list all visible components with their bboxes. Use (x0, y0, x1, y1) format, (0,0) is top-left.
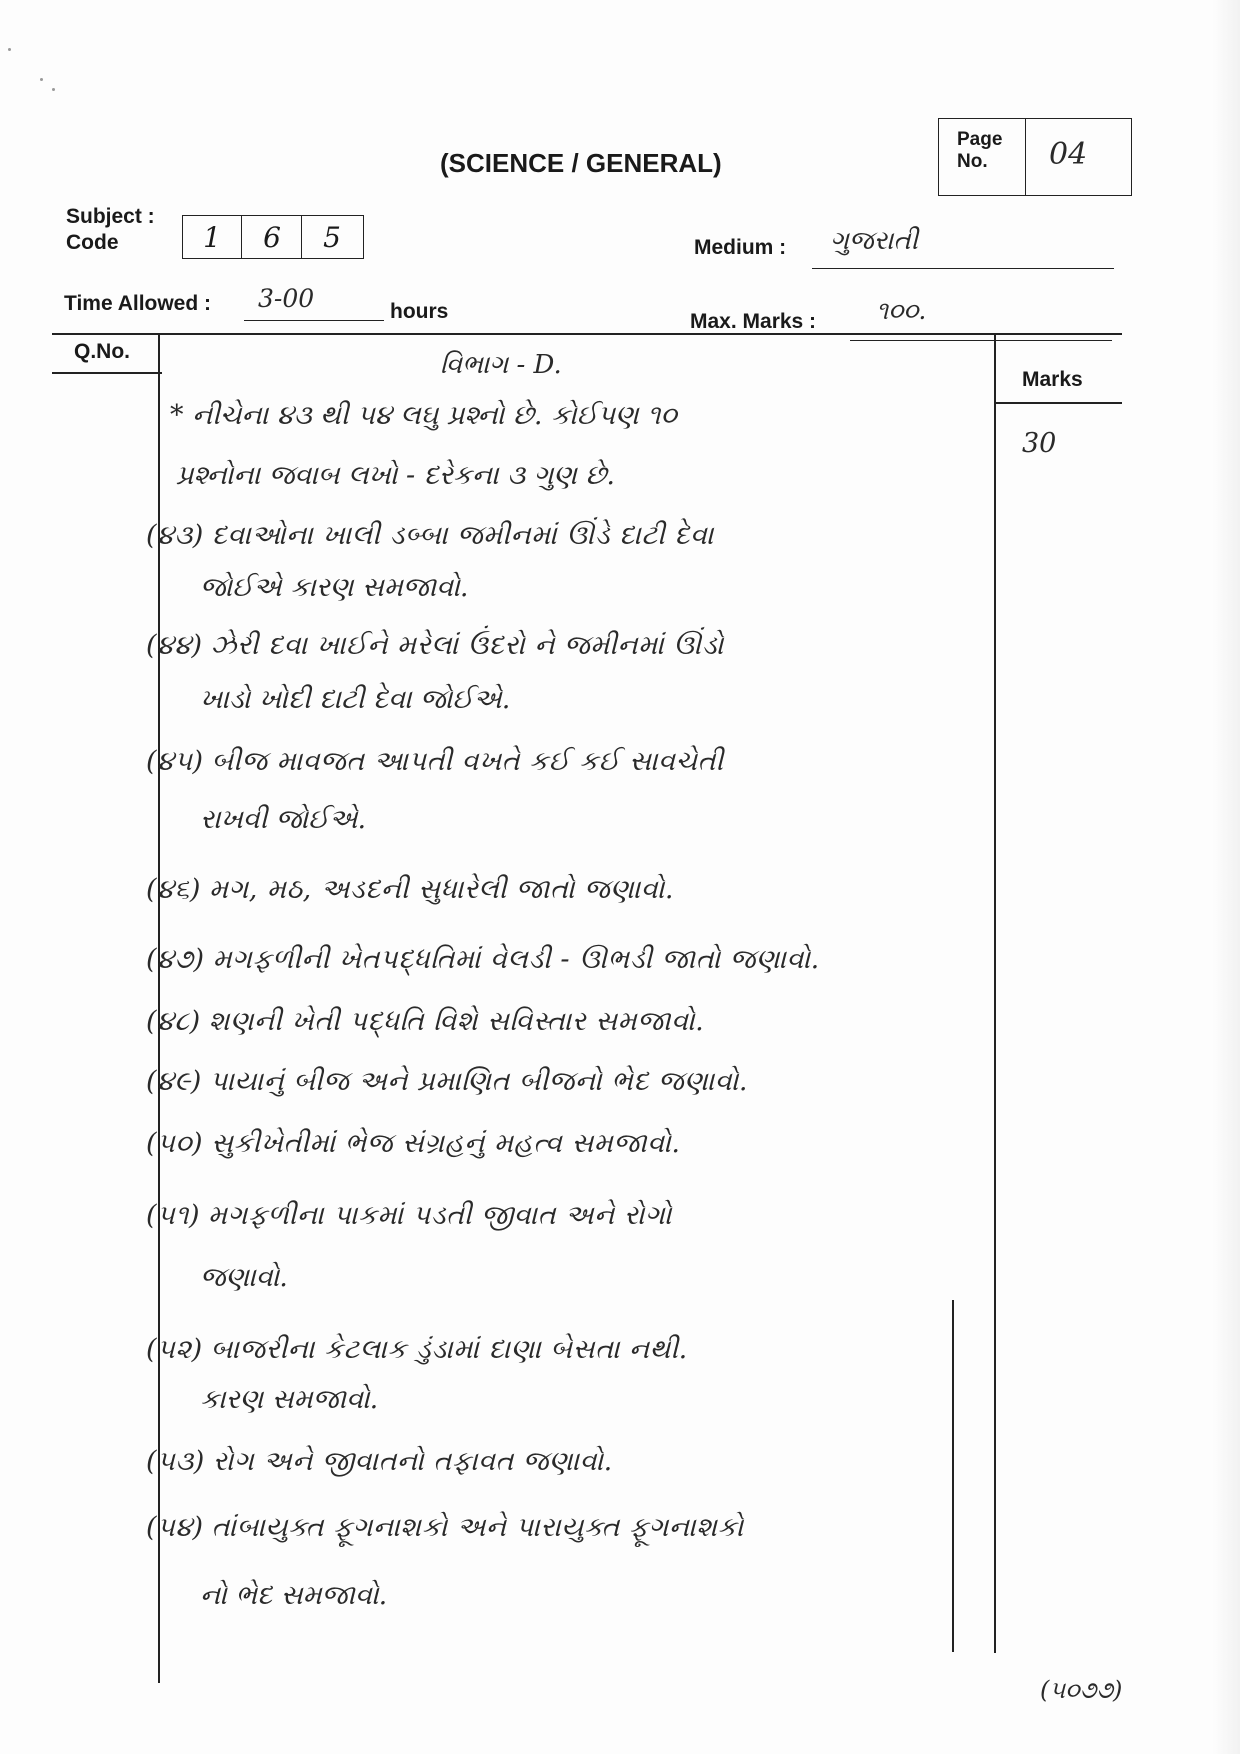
question-text: રોગ અને જીવાતનો તફાવત જણાવો. (212, 1446, 613, 1477)
page-number-label: Page No. (957, 129, 1003, 172)
page-number-divider (1025, 119, 1026, 195)
section-title: વિભાગ - D. (440, 350, 562, 380)
question-text: મગફળીના પાકમાં પડતી જીવાત અને રોગો (208, 1200, 672, 1231)
instruction-line: પ્રશ્નોના જવાબ લખો - દરેકના ૩ ગુણ છે. (176, 460, 616, 491)
question-line (146, 630, 724, 662)
page-number-box (938, 118, 1132, 196)
question-continuation: નો ભેદ સમજાવો. (200, 1580, 388, 1611)
question-continuation: જોઈએ કારણ સમજાવો. (200, 572, 469, 603)
marks-column-rule (994, 333, 996, 1653)
time-underline (244, 320, 384, 321)
question-line (146, 1066, 748, 1098)
question-line (146, 1200, 672, 1232)
section-marks: 30 (1022, 428, 1057, 459)
question-text: શણની ખેતી પદ્ધતિ વિશે સવિસ્તાર સમજાવો. (208, 1006, 705, 1037)
question-line (146, 874, 674, 906)
question-number: (૪૪) (146, 630, 203, 661)
question-line (146, 1334, 688, 1366)
scan-speck (8, 48, 11, 51)
footer-page-mark: (૫૦૭૭) (1040, 1676, 1123, 1704)
answer-margin-rule (952, 1300, 954, 1652)
question-number: (૪૩) (146, 520, 204, 551)
qno-header-rule (52, 372, 162, 374)
max-marks-label: Max. Marks : (690, 310, 817, 333)
question-number: (૪૯) (146, 1066, 202, 1097)
question-number: (૫૩) (146, 1446, 205, 1477)
qno-header: Q.No. (74, 340, 130, 363)
question-text: મગ, મઠ, અડદની સુધારેલી જાતો જણાવો. (208, 874, 674, 905)
page-title: (SCIENCE / GENERAL) (440, 148, 722, 178)
question-number: (૫૨) (146, 1334, 203, 1365)
page-number-value: 04 (1049, 137, 1088, 172)
question-number: (૪૭) (146, 944, 205, 975)
question-number: (૪૫) (146, 746, 204, 777)
question-line (146, 520, 714, 552)
question-text: પાયાનું બીજ અને પ્રમાણિત બીજનો ભેદ જણાવો. (209, 1066, 748, 1097)
question-number: (૪૬) (146, 874, 201, 905)
max-marks-value: ૧૦૦. (876, 296, 927, 325)
question-text: સુકીખેતીમાં ભેજ સંગ્રહનું મહત્વ સમજાવો. (211, 1128, 681, 1159)
marks-header: Marks (1022, 368, 1083, 391)
scan-edge-shadow (1212, 0, 1240, 1754)
marks-header-rule (996, 402, 1122, 404)
subject-code-digit: 5 (323, 220, 341, 254)
question-number: (૪૮) (146, 1006, 201, 1037)
question-line (146, 1446, 613, 1478)
question-line (146, 944, 820, 976)
question-text: દવાઓના ખાલી ડબ્બા જમીનમાં ઊંડે દાટી દેવા (211, 520, 714, 551)
instruction-line: * નીચેના ૪૩ થી ૫૪ લઘુ પ્રશ્નો છે. કોઈપણ ૧૦ (170, 400, 677, 431)
question-text: મગફળીની ખેતપદ્ધતિમાં વેલડી - ઊભડી જાતો જણાવો. (212, 944, 820, 975)
medium-label: Medium : (694, 236, 787, 259)
question-text: બીજ માવજત આપતી વખતે કઈ કઈ સાવચેતી (211, 746, 724, 777)
table-top-rule (52, 333, 1122, 335)
question-continuation: ખાડો ખોદી દાટી દેવા જોઈએ. (200, 684, 511, 715)
max-marks-underline (850, 340, 1112, 341)
question-number: (૫૪) (146, 1512, 204, 1543)
subject-code-boxes (182, 215, 364, 259)
question-text: ઝેરી દવા ખાઈને મરેલાં ઉંદરો ને જમીનમાં ઊંડો (210, 630, 724, 661)
question-continuation: રાખવી જોઈએ. (200, 804, 367, 835)
medium-value: ગુજરાતી (830, 226, 919, 256)
time-unit: hours (390, 300, 449, 323)
subject-code-digit: 6 (243, 216, 302, 258)
question-number: (૫૦) (146, 1128, 204, 1159)
question-number: (૫૧) (146, 1200, 201, 1231)
subject-code-digit: 1 (183, 216, 242, 258)
time-allowed-value: 3-00 (258, 284, 315, 313)
question-continuation: જણાવો. (200, 1262, 288, 1293)
time-allowed-label: Time Allowed : (64, 292, 212, 315)
medium-underline (812, 268, 1114, 269)
question-line (146, 1006, 704, 1038)
question-continuation: કારણ સમજાવો. (200, 1384, 379, 1415)
scan-speck (52, 88, 55, 91)
subject-code-label: Subject : Code (66, 205, 155, 254)
question-line (146, 746, 724, 778)
scan-speck (40, 78, 43, 81)
question-line (146, 1512, 744, 1544)
question-text: બાજરીના કેટલાક ડુંડામાં દાણા બેસતા નથી. (210, 1334, 688, 1365)
question-line (146, 1128, 680, 1160)
question-text: તાંબાયુક્ત ફૂગનાશકો અને પારાયુક્ત ફૂગનાશકો (211, 1512, 744, 1543)
